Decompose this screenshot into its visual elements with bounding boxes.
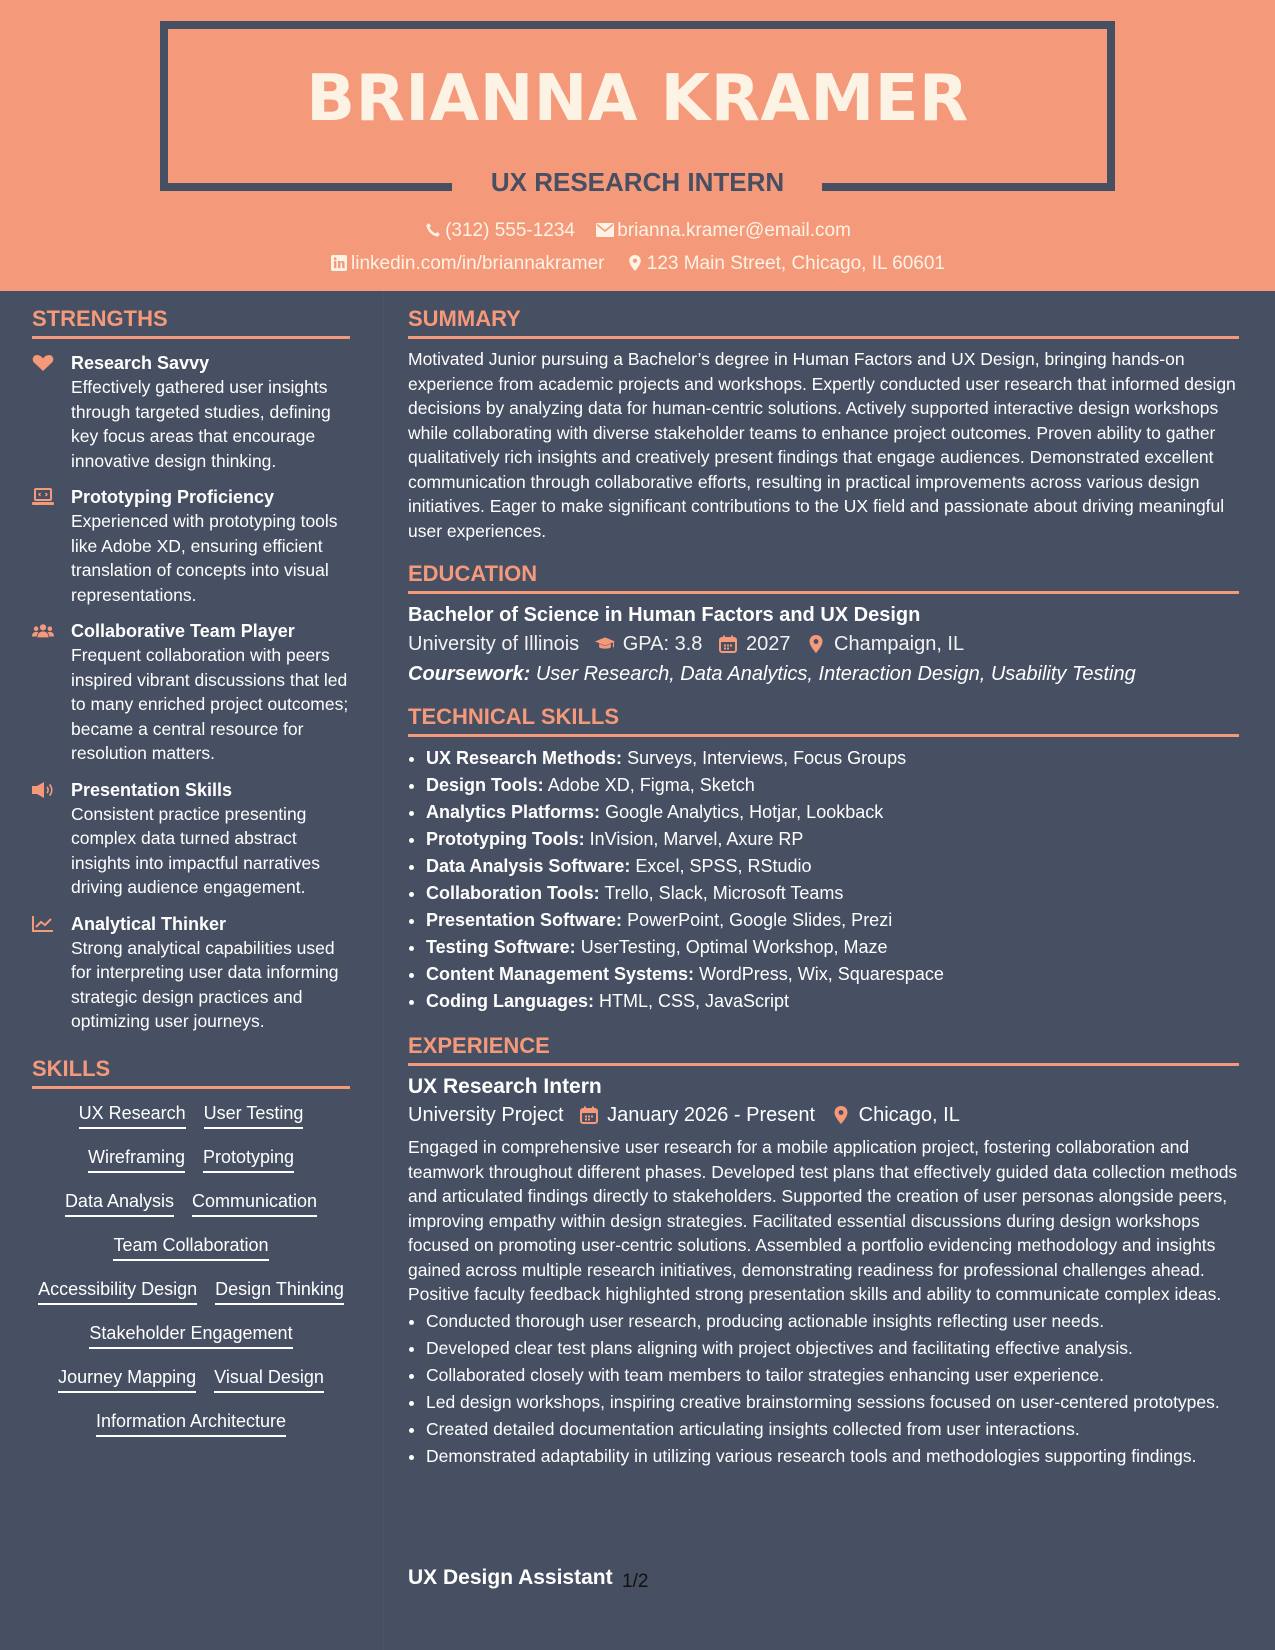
- chart-line-icon: [32, 915, 54, 933]
- linkedin-contact[interactable]: [330, 253, 604, 275]
- strength-desc: Strong analytical capabilities used for interpreting user data informing strategic design practices and optimizing user journeys.: [71, 937, 339, 1031]
- left-column: [32, 306, 350, 1437]
- list-item: [426, 961, 1239, 988]
- tech-label: Presentation Software:: [426, 910, 623, 930]
- strength-item: [32, 351, 350, 473]
- skill-tag: Stakeholder Engagement: [89, 1321, 292, 1349]
- strength-title: Presentation Skills: [71, 779, 233, 800]
- summary-text: Motivated Junior pursuing a Bachelor’s degree in Human Factors and UX Design, bringing hands-on experience from academic projects and workshops. Expertly conducted user research that informed design decisions by analyzing data for human-centric solutions. Actively supported interactive design workshops while collaborating with diverse stakeholder teams to enhance project outcomes. Proven ability to gather qualitatively rich insights and creatively present findings that engage audiences. Demonstrated excellent communication through collaborative efforts, resulting in practical improvements across various design initiatives. Eager to make significant contributions to the UX field and passionate about driving meaningful user experiences.: [408, 349, 1236, 541]
- tech-label: Collaboration Tools:: [426, 883, 600, 903]
- laptop-code-icon: [32, 488, 54, 506]
- megaphone-icon: [32, 781, 54, 799]
- job-title: UX Design Assistant: [408, 1566, 613, 1589]
- tech-label: Content Management Systems:: [426, 964, 695, 984]
- strength-item: [32, 912, 350, 1034]
- list-item: • Conducted thorough user research, producing actionable insights reflecting user needs.: [426, 1309, 1239, 1334]
- gpa: GPA: 3.8: [622, 633, 703, 655]
- map-pin-icon: [626, 255, 644, 271]
- envelope-icon: [596, 222, 614, 238]
- tech-label: Prototyping Tools:: [426, 829, 585, 849]
- tech-value: PowerPoint, Google Slides, Prezi: [627, 910, 893, 930]
- skill-tag: Prototyping: [203, 1145, 294, 1173]
- strength-desc: Experienced with prototyping tools like Adobe XD, ensuring efficient translation of concepts into visual representations.: [71, 511, 338, 605]
- map-pin-icon: [831, 1106, 851, 1124]
- resume-header: [0, 0, 1275, 291]
- strength-desc: Consistent practice presenting complex data turned abstract insights into impactful narratives driving audience engagement.: [71, 803, 320, 897]
- phone-text: (312) 555-1234: [445, 220, 575, 241]
- job-bullets: [408, 1309, 1239, 1469]
- summary-title: SUMMARY: [408, 306, 1239, 339]
- strength-title: Collaborative Team Player: [71, 621, 295, 641]
- strengths-list: [32, 351, 350, 1034]
- tech-label: Coding Languages:: [426, 991, 594, 1011]
- skill-tag: Design Thinking: [215, 1277, 344, 1305]
- heart-icon: [32, 354, 54, 372]
- phone-icon: [424, 222, 442, 238]
- tech-value: Excel, SPSS, RStudio: [635, 856, 812, 876]
- list-item: • Collaborated closely with team members to tailor strategies enhancing user experience.: [426, 1363, 1239, 1388]
- education-meta: [408, 633, 1239, 656]
- skill-tag: Communication: [192, 1189, 317, 1217]
- calendar-icon: [579, 1106, 599, 1124]
- job-title: UX Research Intern: [408, 1075, 602, 1098]
- skill-tag: Accessibility Design: [38, 1277, 197, 1305]
- page-number: 1/2: [622, 1571, 649, 1592]
- right-column: [408, 306, 1239, 1471]
- strength-desc: Effectively gathered user insights through targeted studies, defining key focus areas that encourage innovative design thinking.: [71, 377, 331, 471]
- skill-tag: Wireframing: [88, 1145, 185, 1173]
- email-text: brianna.kramer@email.com: [617, 220, 851, 241]
- tech-value: Google Analytics, Hotjar, Lookback: [605, 802, 884, 822]
- tech-label: Testing Software:: [426, 937, 576, 957]
- tech-label: UX Research Methods:: [426, 748, 623, 768]
- technical-skills-list: [408, 745, 1239, 1015]
- skill-tag: Team Collaboration: [113, 1233, 268, 1261]
- list-item: [426, 934, 1239, 961]
- tech-value: InVision, Marvel, Axure RP: [589, 829, 804, 849]
- phone-contact[interactable]: [424, 220, 575, 242]
- list-item: [426, 853, 1239, 880]
- list-item: [426, 988, 1239, 1015]
- strength-item: [32, 485, 350, 607]
- education-title: EDUCATION: [408, 561, 1239, 594]
- experience-section: [408, 1033, 1239, 1468]
- contact-row-2: [0, 253, 1275, 275]
- tech-value: Surveys, Interviews, Focus Groups: [627, 748, 907, 768]
- experience-title: EXPERIENCE: [408, 1033, 1239, 1066]
- strength-title: Prototyping Proficiency: [71, 487, 275, 507]
- tech-value: Adobe XD, Figma, Sketch: [547, 775, 755, 795]
- graduation-year: 2027: [745, 633, 791, 655]
- strength-desc: Frequent collaboration with peers inspired vibrant discussions that led to many enriched project outcomes; became a central resource for resolution matters.: [71, 645, 349, 763]
- education-location: Champaign, IL: [834, 633, 965, 655]
- tech-value: Trello, Slack, Microsoft Teams: [604, 883, 844, 903]
- list-item: [426, 907, 1239, 934]
- list-item: • Developed clear test plans aligning with project objectives and facilitating effective analysis.: [426, 1336, 1239, 1361]
- skill-tag: Visual Design: [214, 1365, 324, 1393]
- users-icon: [32, 622, 54, 640]
- tech-value: WordPress, Wix, Squarespace: [699, 964, 944, 984]
- technical-skills-title: TECHNICAL SKILLS: [408, 704, 1239, 737]
- school-name: University of Illinois: [408, 633, 580, 655]
- technical-skills-section: [408, 704, 1239, 1015]
- strength-title: Analytical Thinker: [71, 913, 227, 934]
- job-dates: January 2026 - Present: [607, 1104, 816, 1126]
- address-contact: [626, 253, 945, 275]
- strength-item: [32, 778, 350, 900]
- job-location: Chicago, IL: [858, 1104, 960, 1126]
- list-item: [426, 772, 1239, 799]
- strengths-title: STRENGTHS: [32, 306, 350, 339]
- skill-tag: UX Research: [79, 1101, 186, 1129]
- column-divider: [383, 291, 384, 1650]
- skill-tag: User Testing: [204, 1101, 304, 1129]
- job-description: Engaged in comprehensive user research for a mobile application project, fostering collaboration and teamwork throughout different phases. Developed test plans that effectively guided data collection methods and articulated findings directly to stakeholders. Supported the creation of user personas alongside peers, improving empathy within design strategies. Facilitated essential discussions during design workshops focused on promoting user-centric solutions. Assembled a portfolio evidencing methodology and insights gained across multiple research initiatives, demonstrating readiness for professional challenges ahead. Positive faculty feedback highlighted strong presentation skills and ability to communicate complex ideas.: [408, 1137, 1238, 1304]
- strength-item: [32, 619, 350, 766]
- contact-row-1: [0, 220, 1275, 242]
- tech-label: Design Tools:: [426, 775, 544, 795]
- skill-tag: Information Architecture: [96, 1409, 286, 1437]
- skill-tag: Data Analysis: [65, 1189, 174, 1217]
- list-item: [426, 745, 1239, 772]
- coursework-list: User Research, Data Analytics, Interaction Design, Usability Testing: [535, 663, 1136, 685]
- candidate-name: BRIANNA KRAMER: [306, 62, 969, 136]
- graduation-cap-icon: [595, 635, 615, 653]
- job-org: University Project: [408, 1104, 564, 1126]
- linkedin-text: linkedin.com/in/briannakramer: [351, 253, 605, 274]
- strength-title: Research Savvy: [71, 353, 210, 373]
- list-item: [426, 880, 1239, 907]
- education-section: [408, 561, 1239, 686]
- list-item: • Led design workshops, inspiring creative brainstorming sessions focused on user-centered prototypes.: [426, 1390, 1239, 1415]
- job-meta: [408, 1104, 1239, 1127]
- tech-label: Analytics Platforms:: [426, 802, 601, 822]
- linkedin-icon: [330, 255, 348, 271]
- list-item: [426, 826, 1239, 853]
- skills-title: SKILLS: [32, 1056, 350, 1089]
- candidate-role: UX RESEARCH INTERN: [490, 167, 785, 197]
- tech-value: HTML, CSS, JavaScript: [599, 991, 790, 1011]
- tech-value: UserTesting, Optimal Workshop, Maze: [580, 937, 888, 957]
- list-item: • Demonstrated adaptability in utilizing various research tools and methodologies supporting findings.: [426, 1444, 1239, 1469]
- degree-name: Bachelor of Science in Human Factors and UX Design: [408, 604, 921, 626]
- map-pin-icon: [806, 635, 826, 653]
- list-item: [426, 799, 1239, 826]
- address-text: 123 Main Street, Chicago, IL 60601: [646, 253, 945, 274]
- list-item: • Created detailed documentation articulating insights collected from user interactions.: [426, 1417, 1239, 1442]
- tech-label: Data Analysis Software:: [426, 856, 631, 876]
- email-contact[interactable]: [596, 220, 851, 242]
- coursework-label: Coursework:: [408, 663, 531, 685]
- skills-tags: [32, 1101, 350, 1437]
- calendar-icon: [718, 635, 738, 653]
- skill-tag: Journey Mapping: [58, 1365, 196, 1393]
- coursework: [408, 663, 1239, 686]
